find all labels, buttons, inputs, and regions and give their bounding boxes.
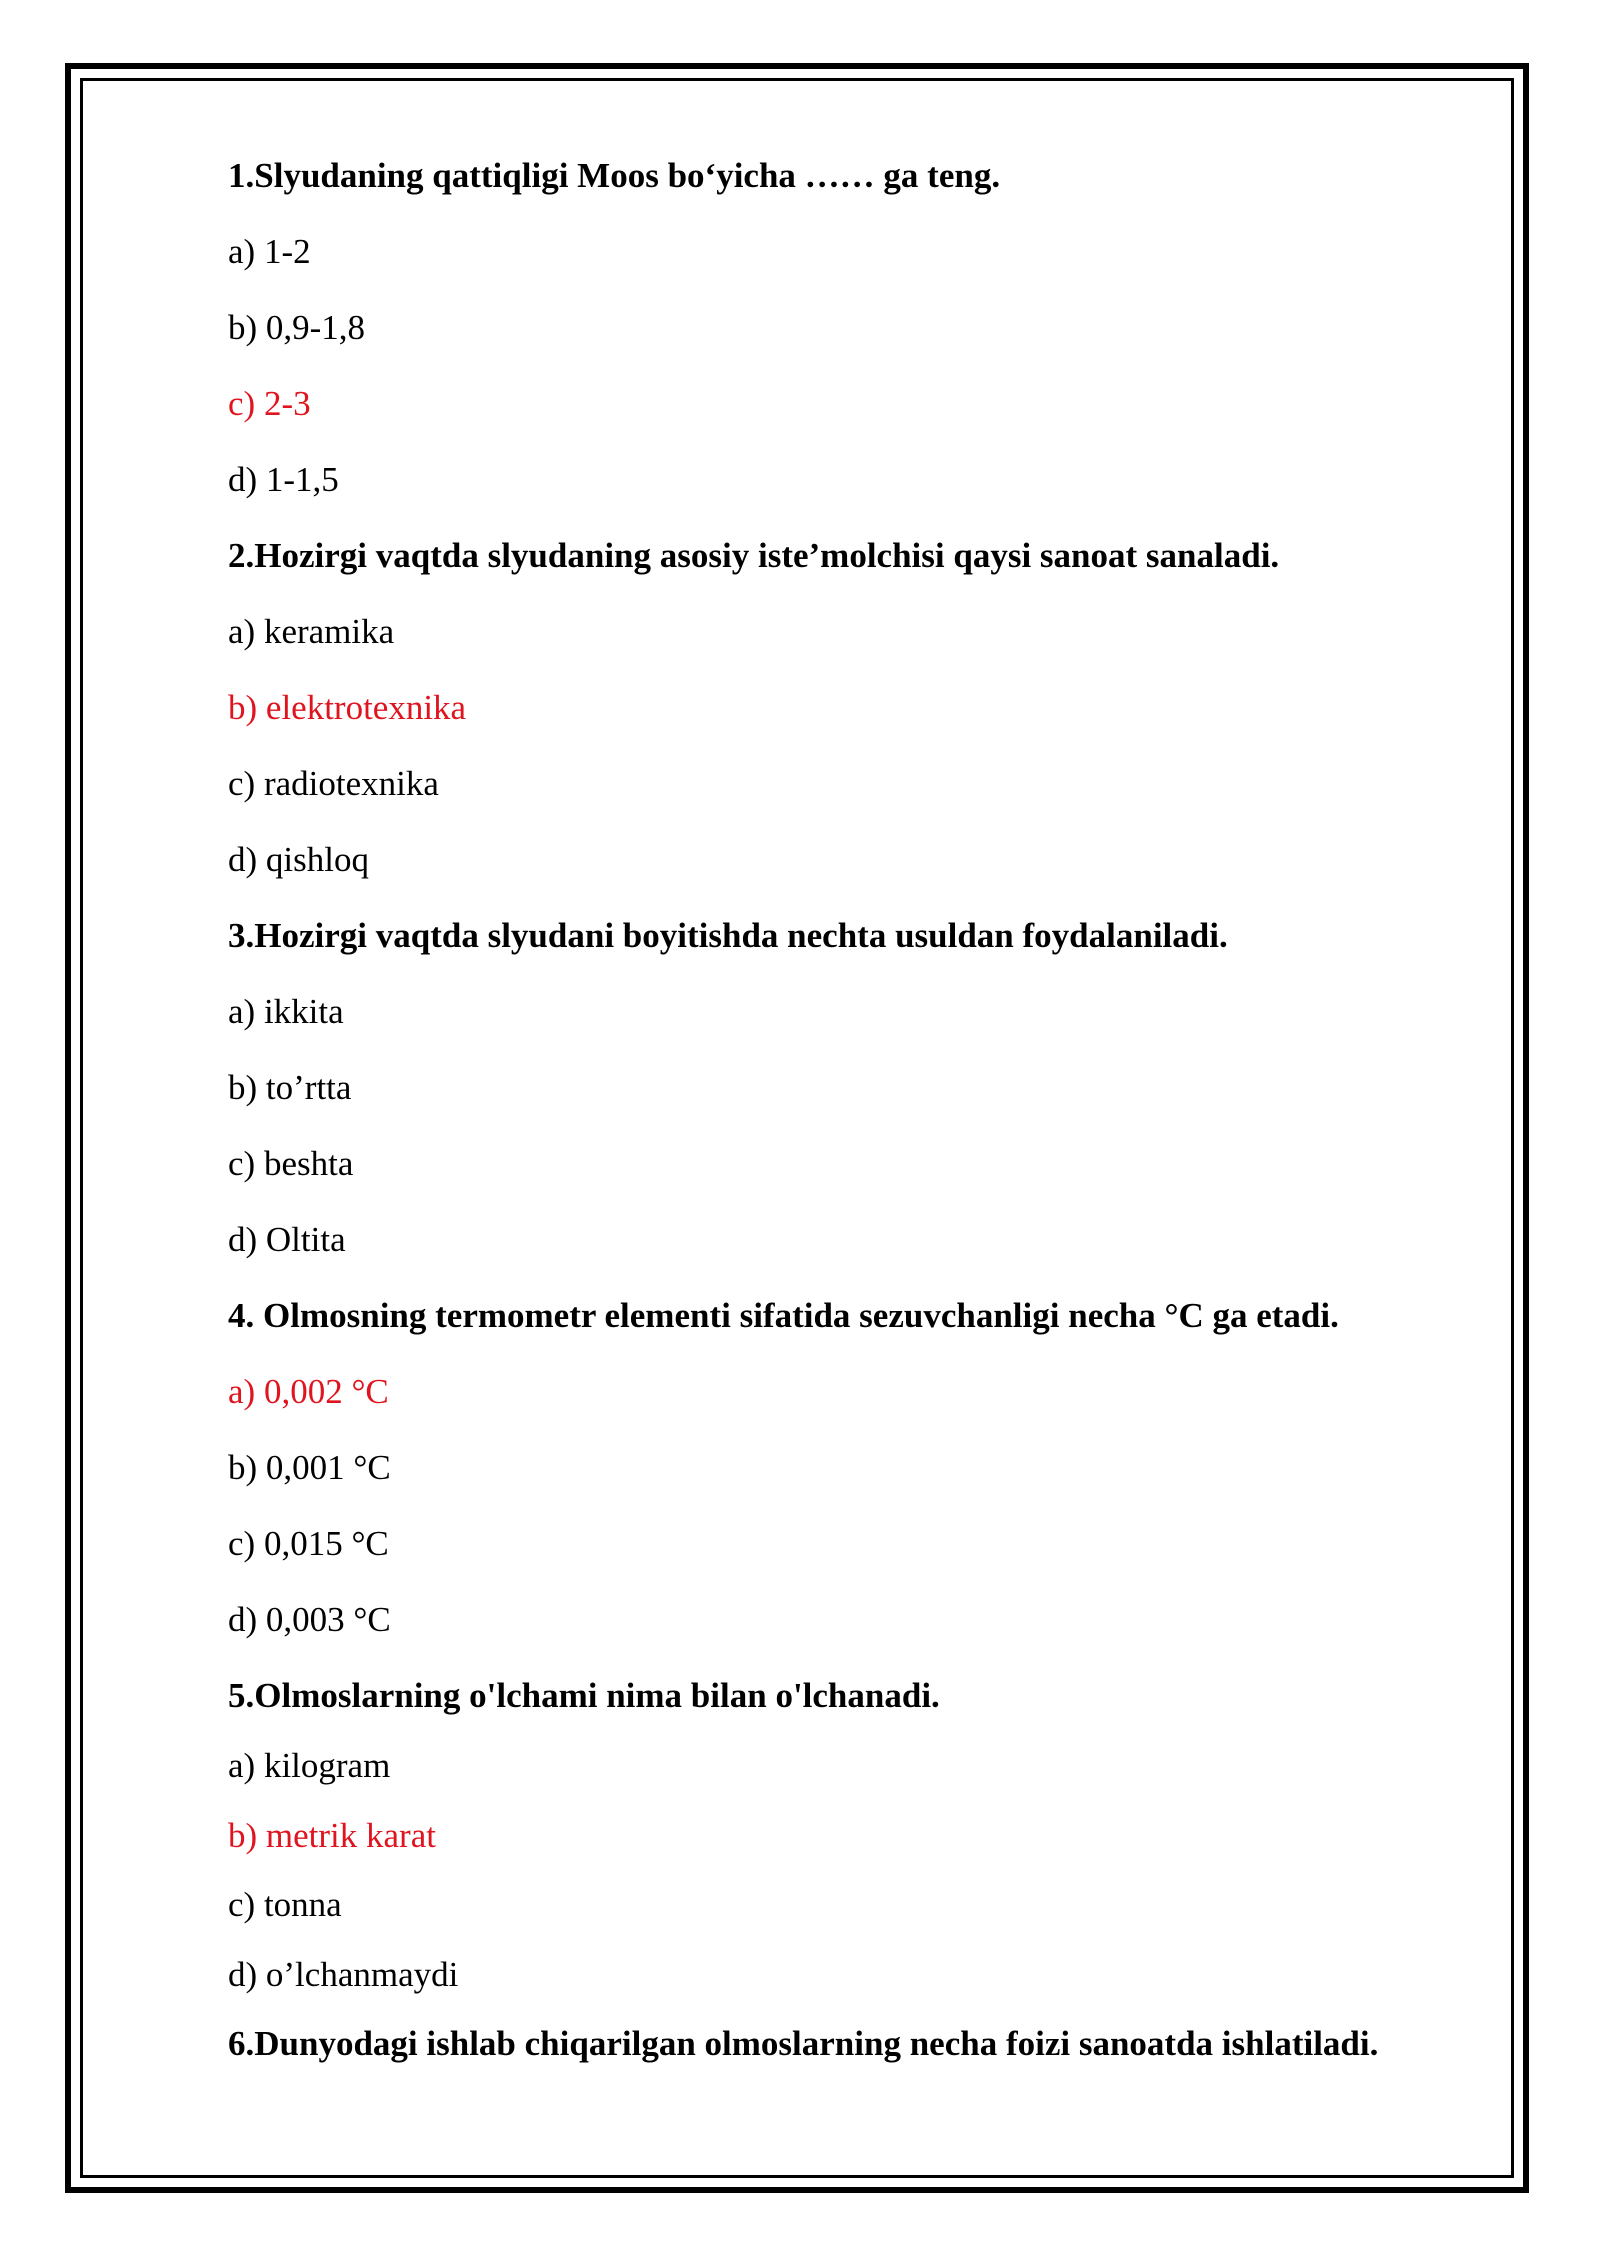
q4-option-d: d) 0,003 °C: [228, 1600, 391, 1639]
q3-option-c: c) beshta: [228, 1144, 354, 1183]
q2-option-b-correct: b) elektrotexnika: [228, 688, 467, 727]
q4-option-c: c) 0,015 °C: [228, 1524, 389, 1563]
question-4: 4. Olmosning termometr elementi sifatida sezuvchanligi necha °C ga etadi.: [228, 1296, 1339, 1335]
q2-option-d: d) qishloq: [228, 840, 369, 879]
q1-option-d: d) 1-1,5: [228, 460, 339, 499]
q1-option-a: a) 1-2: [228, 232, 311, 271]
question-5: 5.Olmoslarning o'lchami nima bilan o'lchanadi.: [228, 1676, 940, 1715]
q5-option-c: c) tonna: [228, 1885, 342, 1924]
q4-option-a-correct: a) 0,002 °C: [228, 1372, 389, 1411]
q2-option-c: c) radiotexnika: [228, 764, 439, 803]
question-2: 2.Hozirgi vaqtda slyudaning asosiy iste’molchisi qaysi sanoat sanaladi.: [228, 536, 1280, 575]
q5-option-b-correct: b) metrik karat: [228, 1816, 436, 1855]
question-1: 1.Slyudaning qattiqligi Moos bo‘yicha …… ga teng.: [228, 156, 1001, 195]
q2-option-a: a) keramika: [228, 612, 395, 651]
q5-option-a: a) kilogram: [228, 1746, 391, 1785]
q4-option-b: b) 0,001 °C: [228, 1448, 391, 1487]
q3-option-a: a) ikkita: [228, 992, 344, 1031]
question-6: 6.Dunyodagi ishlab chiqarilgan olmoslarning necha foizi sanoatda ishlatiladi.: [228, 2024, 1379, 2063]
q5-option-d: d) o’lchanmaydi: [228, 1955, 459, 1994]
q1-option-b: b) 0,9-1,8: [228, 308, 366, 347]
q1-option-c-correct: c) 2-3: [228, 384, 311, 423]
question-3: 3.Hozirgi vaqtda slyudani boyitishda nechta usuldan foydalaniladi.: [228, 916, 1228, 955]
q3-option-b: b) to’rtta: [228, 1068, 352, 1107]
q3-option-d: d) Oltita: [228, 1220, 346, 1259]
